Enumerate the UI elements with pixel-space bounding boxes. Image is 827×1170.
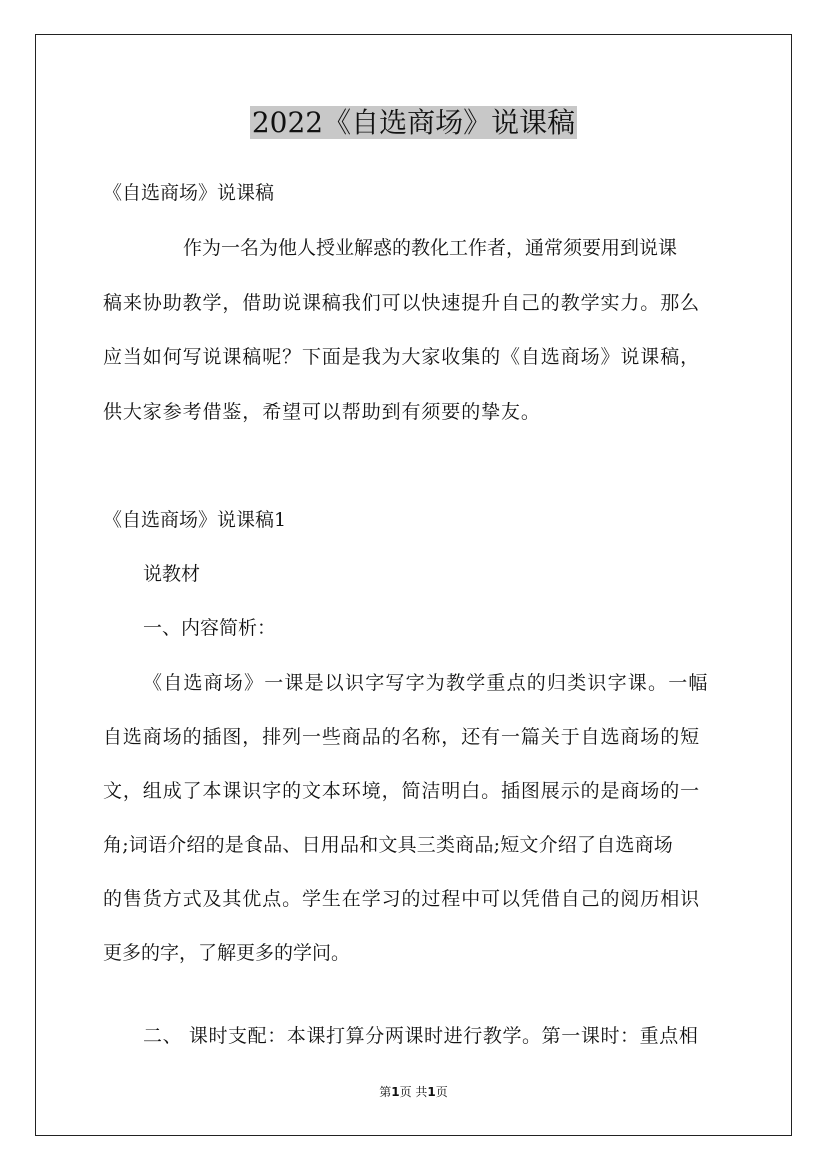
content-line-4: 角;词语介绍的是食品、日用品和文具三类商品;短文介绍了自选商场	[103, 834, 674, 856]
footer-page-total: 1	[427, 1085, 436, 1099]
intro-line-1: 作为一名为他人授业解惑的教化工作者，通常须要用到说课	[183, 237, 678, 259]
heading-material: 说教材	[143, 563, 201, 585]
footer-page-number: 1	[391, 1085, 400, 1099]
footer-mid: 页 共	[399, 1085, 428, 1099]
content-line-2: 自选商场的插图，排列一些商品的名称，还有一篇关于自选商场的短	[103, 726, 701, 748]
content-line-1: 《自选商场》一课是以识字写字为教学重点的归类识字课。一幅	[143, 672, 709, 694]
section-title: 《自选商场》说课稿1	[103, 509, 287, 531]
content-line-5: 的售货方式及其优点。学生在学习的过程中可以凭借自己的阅历相识	[103, 888, 701, 910]
intro-line-2: 稿来协助教学，借助说课稿我们可以快速提升自己的教学实力。那么	[103, 292, 701, 314]
document-title	[0, 100, 827, 146]
content-line-6: 更多的字，了解更多的学问。	[103, 942, 351, 964]
page-footer	[0, 1083, 827, 1100]
heading-content: 一、内容简析：	[143, 617, 277, 639]
document-title-text: 2022《自选商场》说课稿	[251, 106, 576, 139]
intro-line-3: 应当如何写说课稿呢？下面是我为大家收集的《自选商场》说课稿，	[103, 346, 701, 368]
schedule-line: 二、 课时支配：本课打算分两课时进行教学。第一课时：重点相	[143, 1025, 699, 1047]
intro-line-4: 供大家参考借鉴，希望可以帮助到有须要的挚友。	[103, 401, 541, 423]
content-line-3: 文，组成了本课识字的文本环境，简洁明白。插图展示的是商场的一	[103, 780, 701, 802]
footer-suffix: 页	[435, 1085, 448, 1099]
subtitle: 《自选商场》说课稿	[103, 182, 275, 204]
footer-prefix: 第	[379, 1085, 392, 1099]
